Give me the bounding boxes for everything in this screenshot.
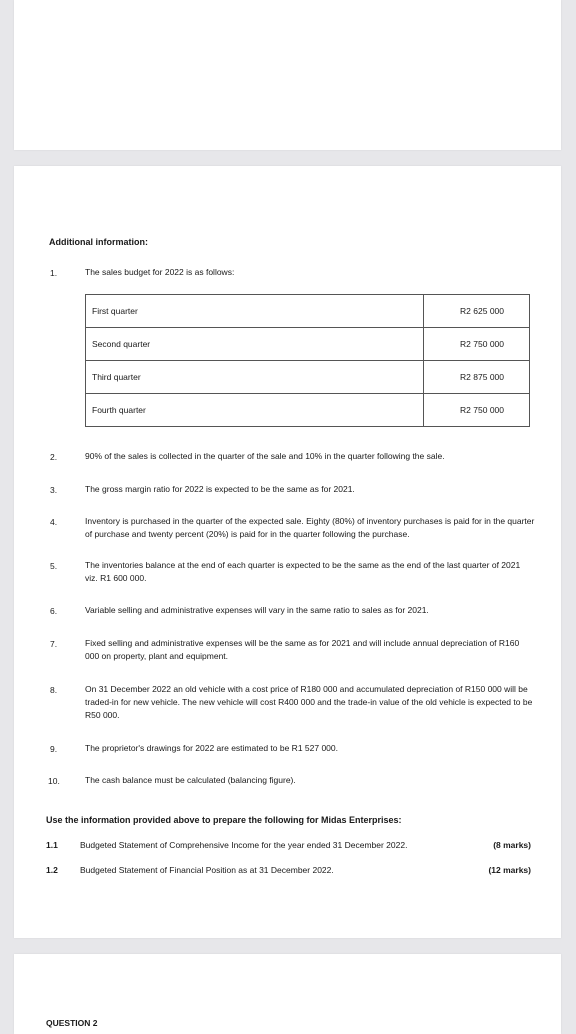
item-number: 9. [50, 744, 58, 754]
amount-cell: R2 875 000 [424, 361, 530, 394]
item-text: Fixed selling and administrative expenses will be the same as for 2021 and will include annual depreciation of R160 000 on property, plant and equipment. [85, 638, 520, 661]
item-text: On 31 December 2022 an old vehicle with a cost price of R180 000 and accumulated depreciation of R150 000 will be traded-in for new vehicle. The new vehicle will cost R400 000 and the trade-in value of the old vehicle is expected to be R50 000. [85, 684, 533, 720]
table-row [86, 394, 530, 427]
item-text: The cash balance must be calculated (balancing figure). [85, 775, 296, 785]
item-text: The sales budget for 2022 is as follows: [85, 267, 235, 277]
quarter-cell: Second quarter [86, 328, 424, 361]
quarter-cell: First quarter [86, 295, 424, 328]
task-text: Budgeted Statement of Comprehensive Income for the year ended 31 December 2022. [80, 840, 408, 850]
item-number: 10. [48, 776, 60, 786]
sales-budget-table [85, 294, 530, 427]
quarter-cell: Fourth quarter [86, 394, 424, 427]
item-text: Inventory is purchased in the quarter of the expected sale. Eighty (80%) of inventory purchases is paid for in the quarter of purchase and twenty percent (20%) is paid for in the quarter following the purchase. [85, 516, 535, 539]
item-text: Variable selling and administrative expenses will vary in the same ratio to sales as for 2021. [85, 605, 429, 615]
amount-cell: R2 625 000 [424, 295, 530, 328]
task-number: 1.2 [46, 865, 58, 875]
document-page [14, 166, 561, 938]
instruction-text: Use the information provided above to prepare the following for Midas Enterprises: [46, 815, 402, 825]
table-row [86, 361, 530, 394]
item-number: 6. [50, 606, 58, 616]
task-number: 1.1 [46, 840, 58, 850]
next-page [14, 954, 561, 1034]
item-text: The proprietor's drawings for 2022 are estimated to be R1 527 000. [85, 743, 338, 753]
item-number: 1. [50, 268, 58, 278]
question-2-heading: QUESTION 2 [46, 1018, 98, 1028]
additional-info-heading: Additional information: [49, 237, 148, 247]
quarter-cell: Third quarter [86, 361, 424, 394]
previous-page [14, 0, 561, 150]
task-marks: (8 marks) [493, 840, 531, 850]
item-text: The gross margin ratio for 2022 is expected to be the same as for 2021. [85, 484, 355, 494]
amount-cell: R2 750 000 [424, 328, 530, 361]
item-number: 8. [50, 685, 58, 695]
task-text: Budgeted Statement of Financial Position as at 31 December 2022. [80, 865, 334, 875]
item-text: 90% of the sales is collected in the quarter of the sale and 10% in the quarter following the sale. [85, 451, 445, 461]
amount-cell: R2 750 000 [424, 394, 530, 427]
task-marks: (12 marks) [488, 865, 531, 875]
item-number: 4. [50, 517, 58, 527]
item-number: 2. [50, 452, 58, 462]
table-row [86, 295, 530, 328]
table-row [86, 328, 530, 361]
item-number: 7. [50, 639, 58, 649]
item-number: 5. [50, 561, 58, 571]
item-number: 3. [50, 485, 58, 495]
item-text: The inventories balance at the end of each quarter is expected to be the same as the end of the last quarter of 2021 viz. R1 600 000. [85, 560, 521, 583]
